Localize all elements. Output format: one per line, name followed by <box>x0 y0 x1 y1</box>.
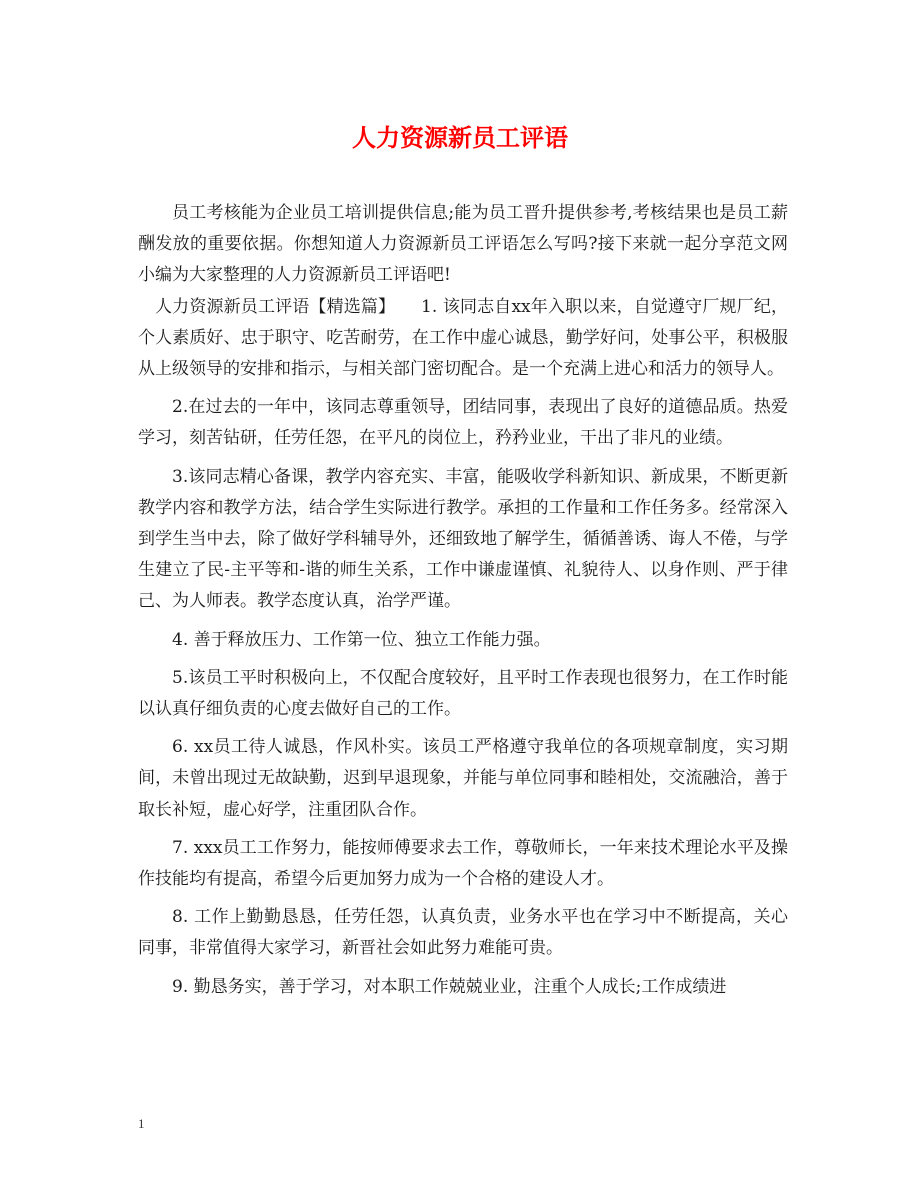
comment-paragraph-4: 4. 善于释放压力、工作第一位、独立工作能力强。 <box>172 629 551 650</box>
comment-paragraph-8: 8. 工作上勤勤恳恳，任劳任怨，认真负责，业务水平也在学习中不断提高，关心同事，非常值得大家学习，新晋社会如此努力难能可贵。 <box>138 907 788 959</box>
comment-paragraph-2: 2.在过去的一年中，该同志尊重领导，团结同事，表现出了良好的道德品质。热爱学习，刻苦钻研，任劳任怨，在平凡的岗位上，矜矜业业，干出了非凡的业绩。 <box>138 397 788 449</box>
comment-paragraph-5: 5.该员工平时积极向上，不仅配合度较好，且平时工作表现也很努力，在工作时能以认真仔细负责的心度去做好自己的工作。 <box>138 667 788 720</box>
comment-paragraph-6: 6. xx员工待人诚恳，作风朴实。该员工严格遵守我单位的各项规章制度，实习期间，未曾出现过无故缺勤，迟到早退现象，并能与单位同事和睦相处，交流融洽，善于取长补短，虚心好学，注重团队合作。 <box>138 737 788 820</box>
comment-paragraph-9: 9. 勤恳务实，善于学习，对本职工作兢兢业业，注重个人成长;工作成绩进 <box>172 976 727 997</box>
comment-paragraph-3: 3.该同志精心备课，教学内容充实、丰富，能吸收学科新知识、新成果，不断更新教学内容和教学方法，结合学生实际进行教学。承担的工作量和工作任务多。经常深入到学生当中去，除了做好学科辅导外，还细致地了解学生，循循善诱、诲人不倦，与学生建立了民-主平等和-谐的师生关系，工作中谦虚谨慎、礼貌待人、以身作则、严于律己、为人师表。教学态度认真，治学严谨。 <box>138 466 788 612</box>
document-title: 人力资源新员工评语 <box>352 123 568 152</box>
intro-paragraph: 员工考核能为企业员工培训提供信息;能为员工晋升提供参考,考核结果也是员工薪酬发放的重要依据。你想知道人力资源新员工评语怎么写吗?接下来就一起分享范文网小编为大家整理的人力资源新员工评语吧! <box>138 203 788 286</box>
document-body <box>138 198 788 1010</box>
comment-paragraph-1: 人力资源新员工评语【精选篇】 1. 该同志自xx年入职以来，自觉遵守厂规厂纪，个人素质好、忠于职守、吃苦耐劳，在工作中虚心诚恳，勤学好问，处事公平，积极服从上级领导的安排和指示，与相关部门密切配合。是一个充满上进心和活力的领导人。 <box>138 296 788 380</box>
page-number: 1 <box>138 1116 145 1131</box>
comment-paragraph-7: 7. xxx员工工作努力，能按师傅要求去工作，尊敬师长，一年来技术理论水平及操作技能均有提高，希望今后更加努力成为一个合格的建设人才。 <box>138 837 788 890</box>
